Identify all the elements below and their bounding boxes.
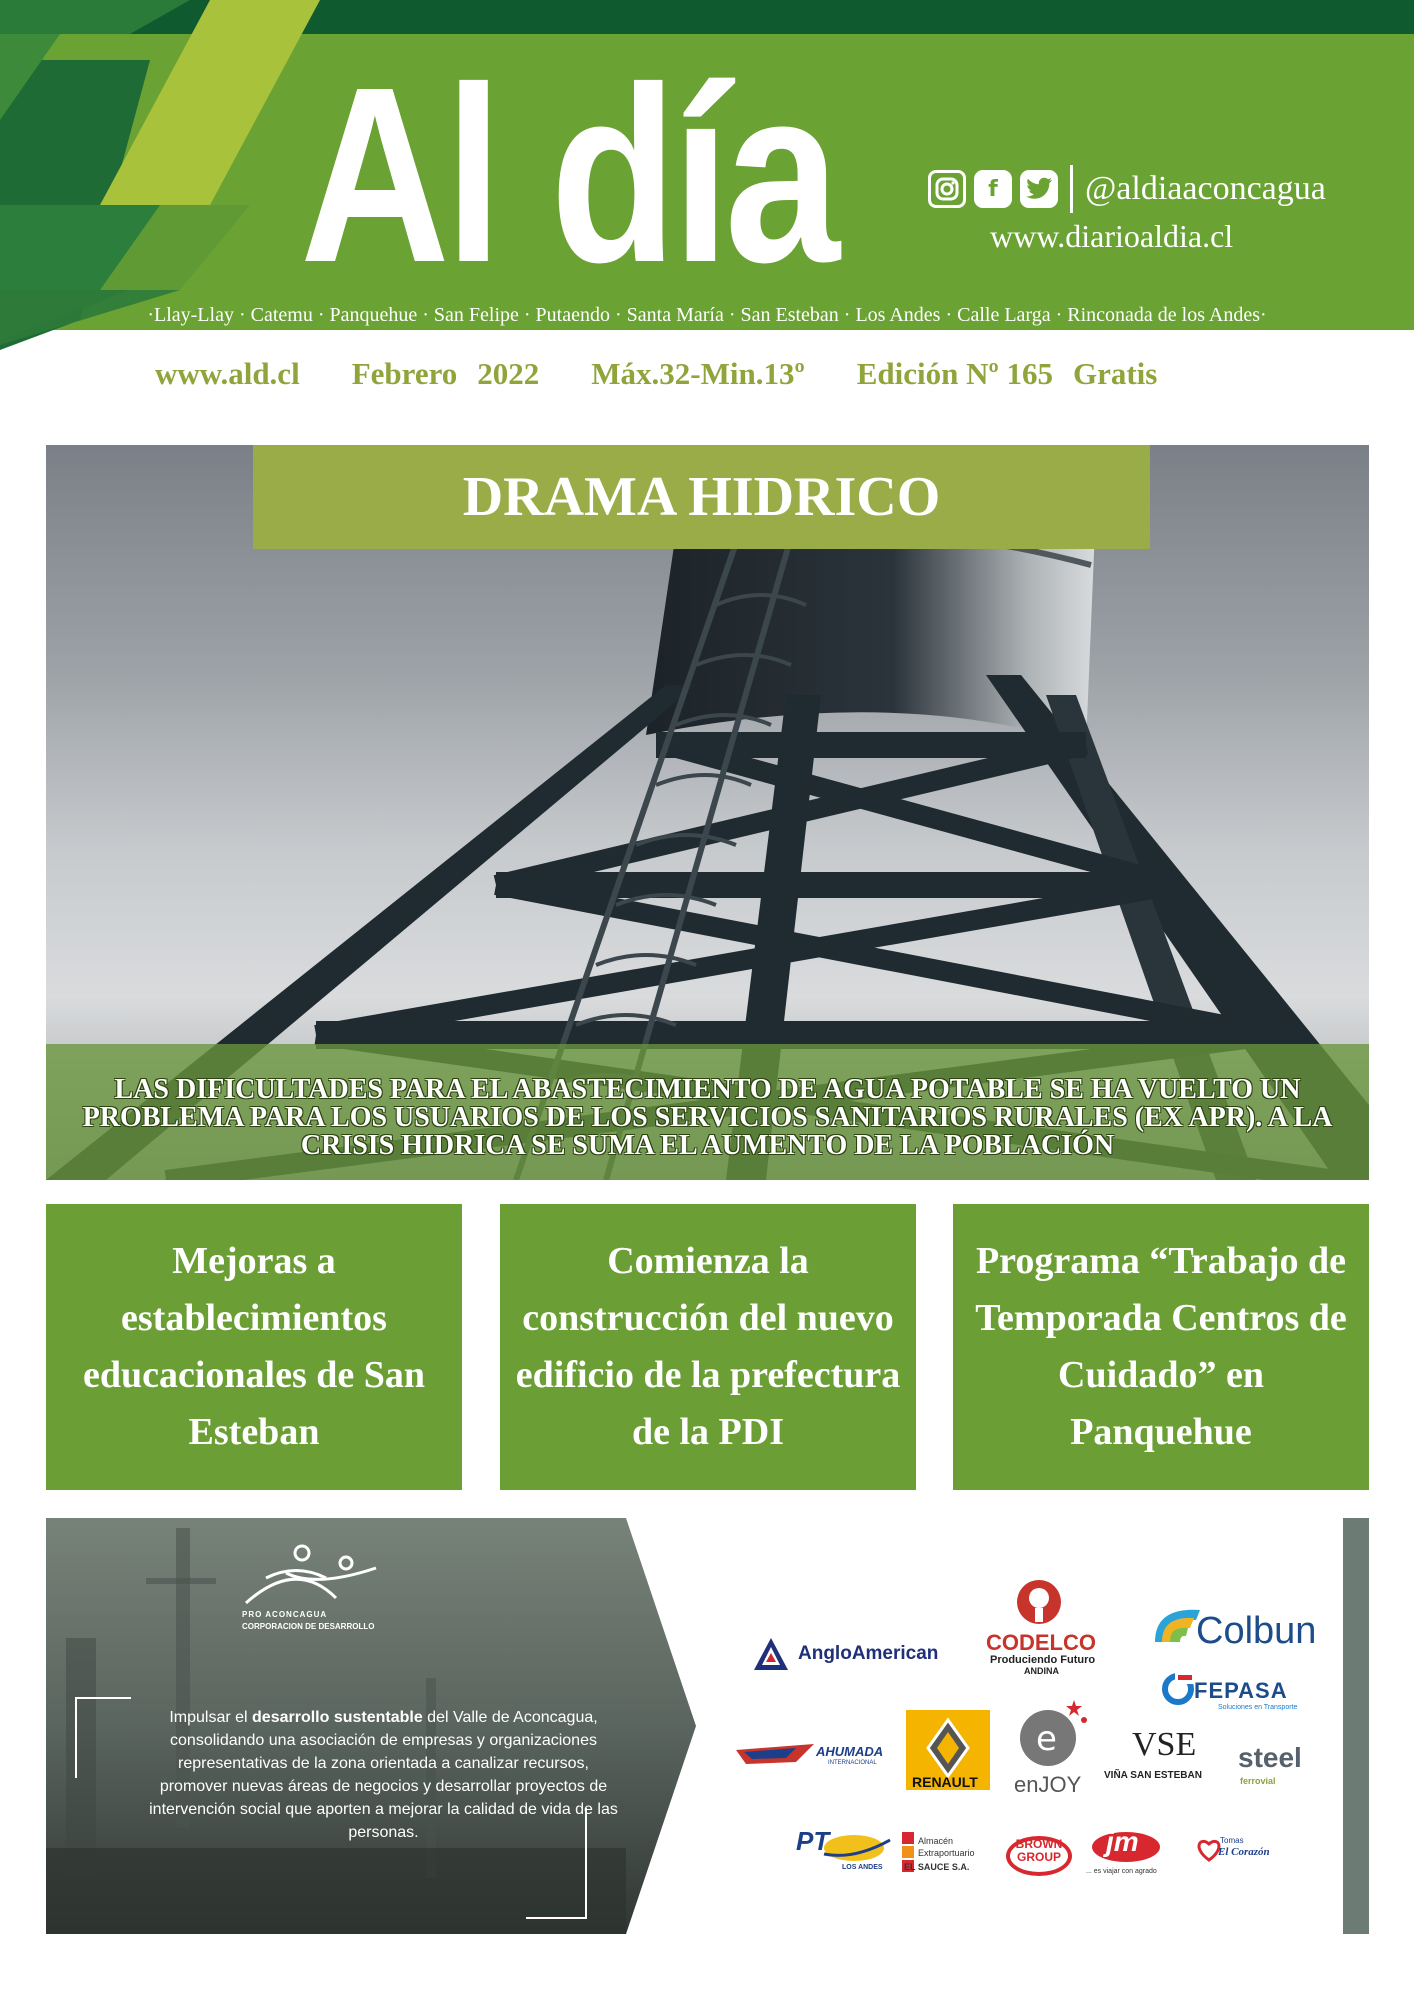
edition-number: Edición Nº 165	[856, 356, 1053, 391]
el-corazon-line2: El Corazón	[1218, 1846, 1270, 1858]
price: Gratis	[1072, 356, 1158, 391]
anglo-logo-icon	[751, 1635, 791, 1675]
masthead	[0, 0, 1414, 350]
fepasa-tagline: Soluciones en Transporte	[1218, 1704, 1298, 1711]
issue-month: Febrero	[351, 356, 458, 391]
anglo-name: AngloAmerican	[798, 1643, 939, 1664]
story-card-3[interactable]: Programa “Trabajo de Temporada Centros de Cuidado” en Panquehue	[953, 1204, 1369, 1490]
ahumada-name: AHUMADA	[816, 1744, 884, 1759]
codelco-logo-icon	[1011, 1578, 1067, 1630]
pt-tagline: LOS ANDES	[842, 1864, 883, 1871]
social-links	[928, 165, 1326, 213]
renault-name: RENAULT	[912, 1774, 978, 1790]
pt-name: PT	[796, 1826, 830, 1856]
fepasa-logo-icon	[1161, 1672, 1195, 1706]
twitter-icon[interactable]	[1020, 170, 1058, 208]
ad-mission-text	[146, 1706, 621, 1844]
social-handle[interactable]: @aldiaaconcagua	[1085, 170, 1326, 207]
issue-year: 2022	[477, 356, 540, 391]
ahumada-tagline: INTERNACIONAL	[828, 1760, 877, 1766]
org-name: PRO ACONCAGUA	[242, 1610, 328, 1619]
ad-text-bold: desarrollo sustentable	[252, 1709, 423, 1726]
el-corazon-line1: Tomas	[1220, 1836, 1244, 1845]
codelco-division: ANDINA	[1024, 1666, 1059, 1676]
jm-tagline: ... es viajar con agrado	[1086, 1868, 1157, 1875]
ahumada-logo-icon	[736, 1740, 814, 1766]
website-link[interactable]: www.diarioaldia.cl	[990, 218, 1234, 254]
vse-monogram: VSE	[1132, 1726, 1197, 1763]
enjoy-name: enJOY	[1014, 1772, 1082, 1797]
org-subtitle: CORPORACION DE DESARROLLO	[242, 1622, 375, 1631]
el-sauce-line2: Extraportuario	[918, 1848, 975, 1858]
ad-text-end: del Valle de Aconcagua, consolidando una asociación de empresas y organizaciones representativas de la zona orientada a canalizar recursos, promover nuevas áreas de negocios y desarrollar proyectos de intervención social que aporten a mejorar la calidad de vida de las personas.	[149, 1709, 618, 1841]
lead-subheadline: LAS DIFICULTADES PARA EL ABASTECIMIENTO DE AGUA POTABLE SE HA VUELTO UN PROBLEMA PARA LOS USUARIOS DE LOS SERVICIOS SANITARIOS RURALES (EX APR). A LA CRISIS HIDRICA SE SUMA EL AUMENTO DE LA POBLACIÓN	[46, 1044, 1369, 1180]
weather: Máx.32-Min.13º	[591, 356, 805, 391]
codelco-name: CODELCO	[986, 1630, 1096, 1655]
info-bar	[155, 356, 1209, 392]
masthead-title: Al día	[300, 35, 836, 314]
facebook-icon[interactable]: f	[974, 170, 1012, 208]
instagram-icon[interactable]	[928, 170, 966, 208]
svg-text:e: e	[1036, 1719, 1057, 1759]
sponsor-ad	[46, 1518, 1369, 1934]
brown-group-name: BROWN GROUP	[1015, 1837, 1063, 1864]
el-sauce-line3: EL SAUCE S.A.	[904, 1862, 970, 1872]
vse-name: VIÑA SAN ESTEBAN	[1104, 1770, 1202, 1781]
steel-name: steel	[1238, 1742, 1302, 1773]
story-card-2[interactable]: Comienza la construcción del nuevo edificio de la prefectura de la PDI	[500, 1204, 916, 1490]
colbun-name: Colbun	[1196, 1610, 1317, 1652]
el-sauce-line1: Almacén	[918, 1836, 954, 1846]
fepasa-name: FEPASA	[1194, 1678, 1288, 1703]
site-url[interactable]: www.ald.cl	[155, 356, 300, 391]
ad-text-start: Impulsar el	[169, 1709, 253, 1726]
jm-name: jm	[1106, 1826, 1139, 1857]
codelco-tagline: Produciendo Futuro	[990, 1654, 1096, 1666]
story-card-1[interactable]: Mejoras a establecimientos educacionales de San Esteban	[46, 1204, 462, 1490]
towns-list: ·Llay-Llay · Catemu · Panquehue · San Felipe · Putaendo · Santa María · San Esteban · Los Andes · Calle Larga · Rinconada de los Andes·	[147, 304, 1267, 326]
enjoy-logo-icon	[1016, 1696, 1090, 1770]
steel-tagline: ferrovial	[1240, 1776, 1276, 1786]
divider	[1070, 165, 1073, 213]
lead-headline[interactable]: DRAMA HIDRICO	[253, 445, 1150, 549]
